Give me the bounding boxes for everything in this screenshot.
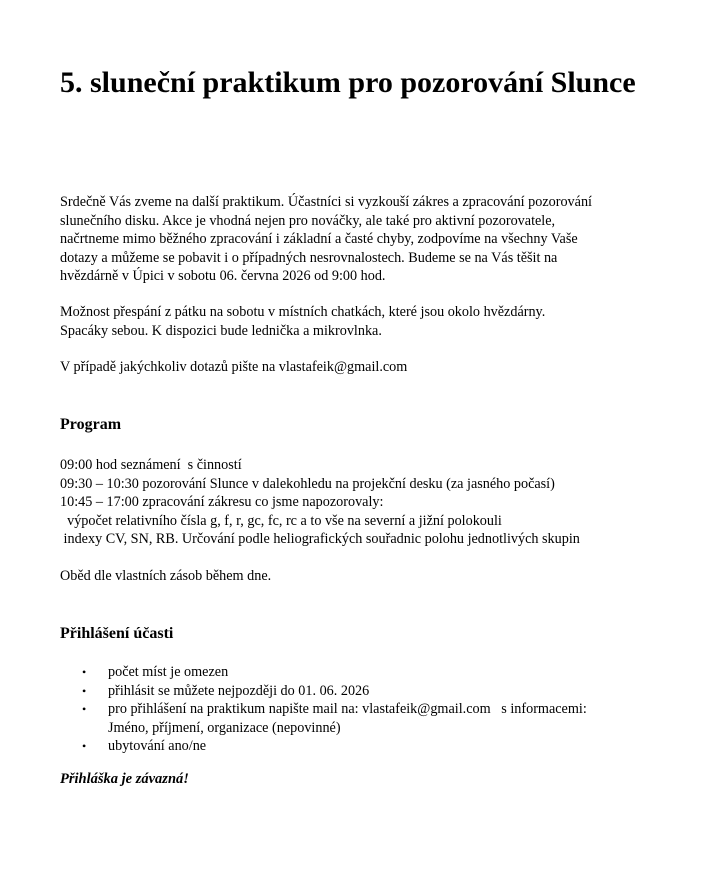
program-line: 10:45 – 17:00 zpracování zákresu co jsme napozorovaly: [60,494,384,511]
registration-item [60,737,670,756]
registration-heading: Přihlášení účasti [60,625,174,642]
intro-line: Srdečně Vás zveme na další praktikum. Účastníci si vyzkouší zákres a zpracování pozorování [60,194,592,210]
intro-paragraph [60,193,670,286]
program-line: výpočet relativního čísla g, f, r, gc, fc, rc a to vše na severní a jižní polokouli [60,512,502,529]
intro-line: hvězdárně v Úpici v sobotu 06. června 2026 od 9:00 hod. [60,268,386,285]
registration-list [60,663,670,756]
bullet-icon: • [82,665,87,679]
contact-line: V případě jakýchkoliv dotazů pište na vlastafeik@gmail.com [60,359,408,375]
registration-item-text: Jméno, příjmení, organizace (nepovinné) [108,719,341,736]
registration-item [60,700,670,737]
accommodation-paragraph [60,303,670,340]
page-title: 5. sluneční praktikum pro pozorování Slunce [60,66,636,99]
program-line: 09:00 hod seznámení s činností [60,457,242,473]
program-schedule [60,456,670,549]
intro-line: slunečního disku. Akce je vhodná nejen pro nováčky, ale také pro aktivní pozorovatele, [60,212,556,229]
accommodation-line: Spacáky sebou. K dispozici bude lednička a mikrovlnka. [60,322,382,339]
registration-item-text: počet míst je omezen [108,664,229,680]
registration-item-text: pro přihlášení na praktikum napište mail na: vlastafeik@gmail.com s informacemi: [108,701,587,718]
lunch-line: Oběd dle vlastních zásob během dne. [60,568,272,584]
bullet-icon: • [82,702,87,717]
contact-paragraph [60,358,670,377]
bullet-icon: • [82,683,87,698]
program-line: indexy CV, SN, RB. Určování podle heliografických souřadnic polohu jednotlivých skupin [60,531,580,548]
bullet-icon: • [82,739,87,754]
closing-note: Přihláška je závazná! [60,771,189,787]
accommodation-line: Možnost přespání z pátku na sobotu v místních chatkách, které jsou okolo hvězdárny. [60,304,546,320]
program-heading: Program [60,416,122,433]
registration-item [60,682,670,701]
registration-item [60,663,670,682]
registration-item-text: přihlásit se můžete nejpozději do 01. 06. 2026 [108,682,370,699]
intro-line: dotazy a můžeme se pobavit i o případných nesrovnalostech. Budeme se na Vás těšit na [60,249,558,266]
registration-item-text: ubytování ano/ne [108,738,207,755]
program-line: 09:30 – 10:30 pozorování Slunce v dalekohledu na projekční desku (za jasného počasí) [60,475,555,492]
lunch-paragraph [60,567,670,586]
intro-line: načrtneme mimo běžného zpracování i základní a časté chyby, zodpovíme na všechny Vaše [60,231,578,248]
